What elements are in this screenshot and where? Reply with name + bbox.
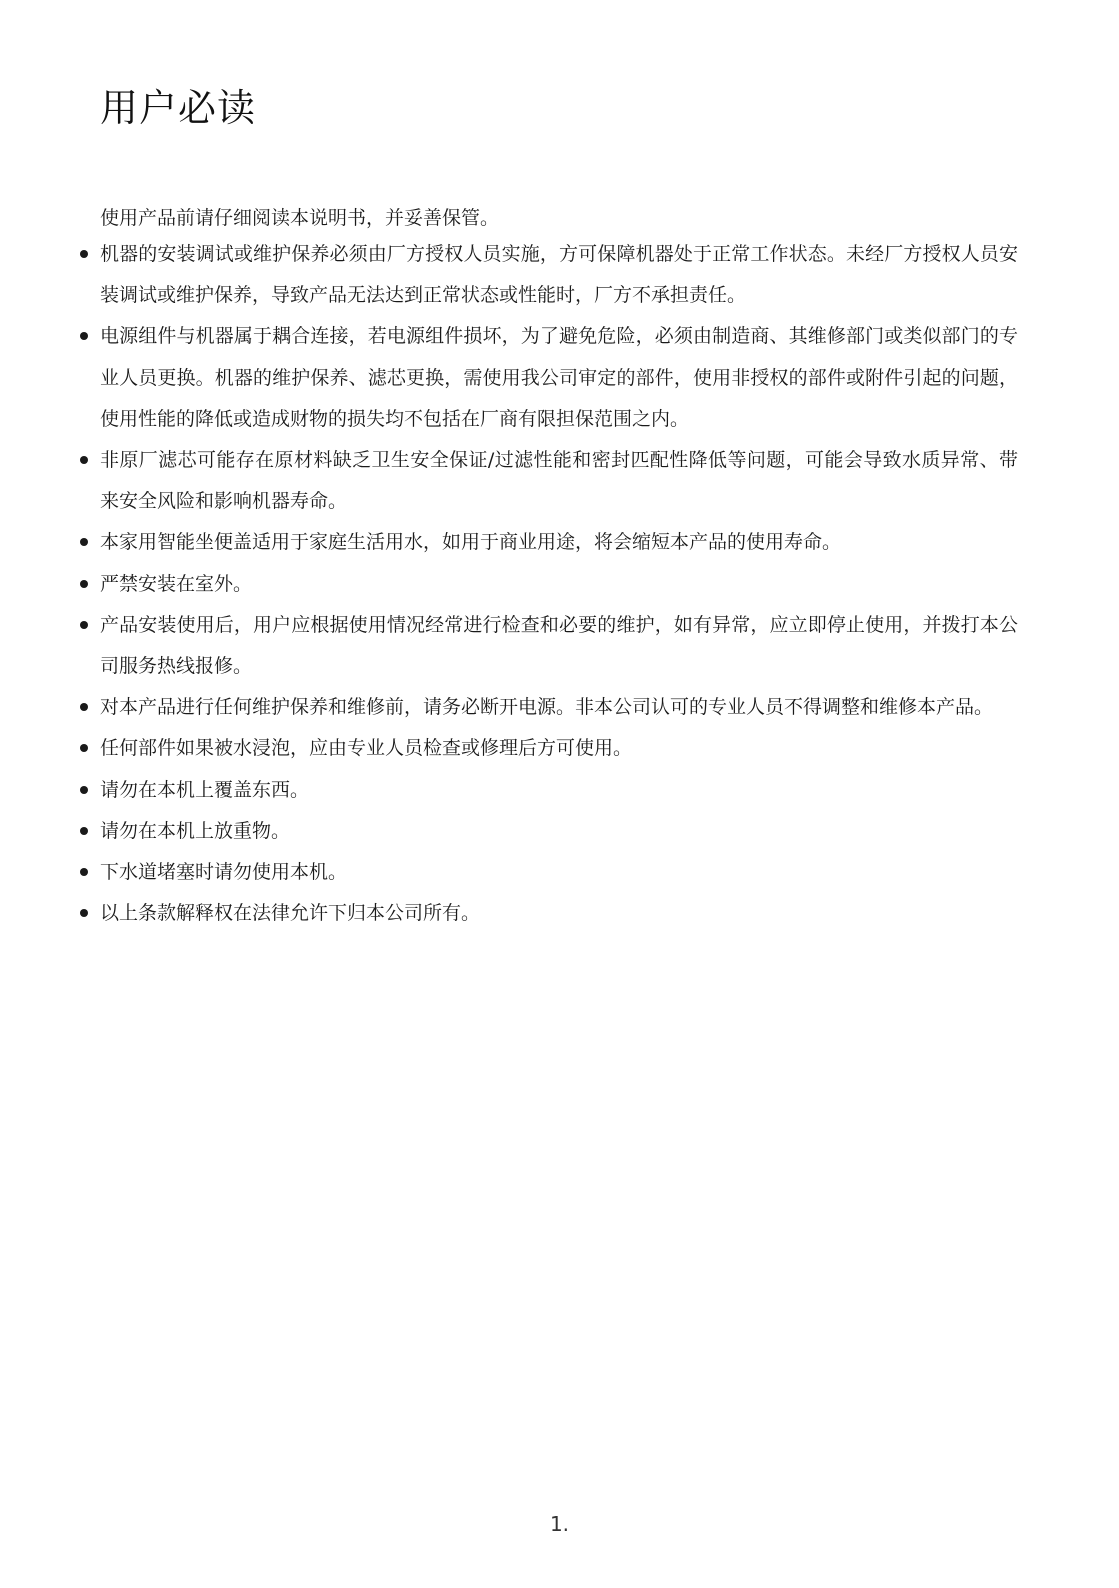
intro-text: 使用产品前请仔细阅读本说明书，并妥善保管。 (100, 207, 500, 229)
bullet-icon (80, 456, 88, 464)
notice-list (78, 234, 1018, 934)
list-item-text: 请勿在本机上覆盖东西。 (100, 778, 310, 801)
list-item (78, 605, 1018, 687)
list-item (78, 728, 1018, 769)
list-item-text: 以上条款解释权在法律允许下归本公司所有。 (100, 902, 481, 925)
list-item-text: 请勿在本机上放重物。 (100, 819, 291, 842)
list-item-text: 非原厂滤芯可能存在原材料缺乏卫生安全保证/过滤性能和密封匹配性降低等问题，可能会导致水质异常、带来安全风险和影响机器寿命。 (100, 449, 1018, 513)
bullet-icon (80, 703, 88, 711)
list-item (78, 564, 1018, 605)
bullet-icon (80, 250, 88, 258)
bullet-icon (80, 744, 88, 752)
list-item (78, 811, 1018, 852)
list-item-text: 对本产品进行任何维护保养和维修前，请务必断开电源。非本公司认可的专业人员不得调整和维修本产品。 (100, 696, 994, 719)
bullet-icon (80, 909, 88, 917)
bullet-icon (80, 580, 88, 588)
page-number: 1. (549, 1512, 570, 1536)
bullet-icon (80, 868, 88, 876)
list-item-text: 任何部件如果被水浸泡，应由专业人员检查或修理后方可使用。 (100, 737, 633, 760)
list-item (78, 687, 1018, 728)
list-item (78, 440, 1018, 522)
list-item (78, 852, 1018, 893)
bullet-icon (80, 621, 88, 629)
bullet-icon (80, 538, 88, 546)
list-item (78, 316, 1018, 440)
list-item (78, 234, 1018, 316)
list-item-text: 电源组件与机器属于耦合连接，若电源组件损坏，为了避免危险，必须由制造商、其维修部门或类似部门的专业人员更换。机器的维护保养、滤芯更换，需使用我公司审定的部件，使用非授权的部件或附件引起的问题，使用性能的降低或造成财物的损失均不包括在厂商有限担保范围之内。 (100, 325, 1018, 430)
list-item (78, 770, 1018, 811)
bullet-icon (80, 827, 88, 835)
list-item-text: 本家用智能坐便盖适用于家庭生活用水，如用于商业用途，将会缩短本产品的使用寿命。 (100, 531, 842, 554)
page-title: 用户必读 (100, 86, 257, 130)
bullet-icon (80, 332, 88, 340)
list-item (78, 893, 1018, 934)
list-item-text: 机器的安装调试或维护保养必须由厂方授权人员实施，方可保障机器处于正常工作状态。未经厂方授权人员安装调试或维护保养，导致产品无法达到正常状态或性能时，厂方不承担责任。 (100, 243, 1018, 307)
list-item (78, 522, 1018, 563)
list-item-text: 下水道堵塞时请勿使用本机。 (100, 861, 348, 884)
list-item-text: 产品安装使用后，用户应根据使用情况经常进行检查和必要的维护，如有异常，应立即停止使用，并拨打本公司服务热线报修。 (100, 613, 1018, 678)
list-item-text: 严禁安装在室外。 (100, 572, 253, 595)
bullet-icon (80, 786, 88, 794)
